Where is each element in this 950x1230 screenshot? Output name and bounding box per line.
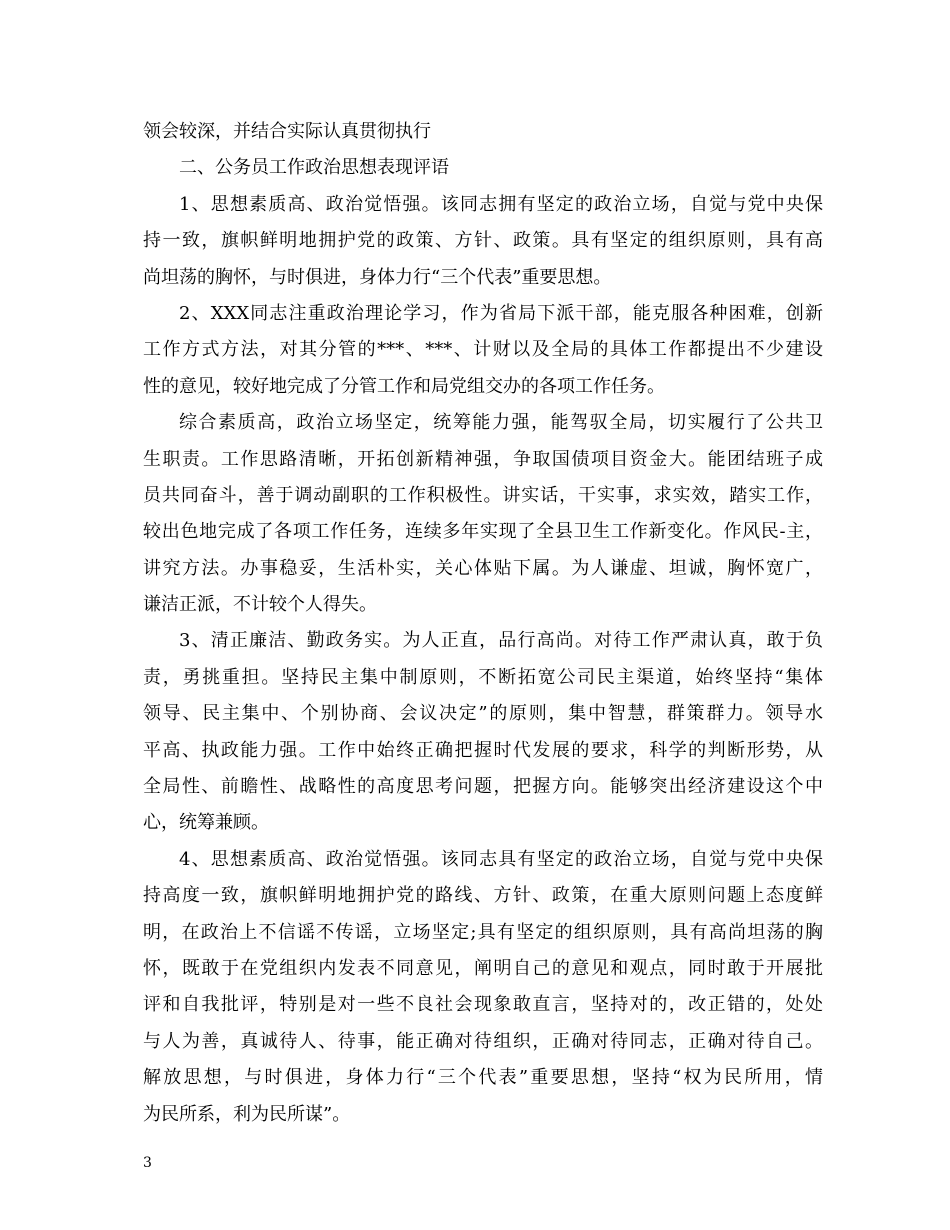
text-line: 领会较深，并结合实际认真贯彻执行 (143, 121, 431, 142)
text-line: 与人为善，真诚待人、待事，能正确对待组织，正确对待同志，正确对待自己。 (143, 1030, 823, 1052)
text-line: 工作方式方法，对其分管的***、***、计财以及全局的具体工作都提出不少建设 (143, 339, 823, 361)
text-line: 1、思想素质高、政治觉悟强。该同志拥有坚定的政治立场，自觉与党中央保 (179, 193, 823, 215)
text-line: 4、思想素质高、政治觉悟强。该同志具有坚定的政治立场，自觉与党中央保 (179, 848, 823, 870)
text-line: 为民所系，利为民所谋”。 (143, 1103, 351, 1125)
text-line: 解放思想，与时俱进，身体力行“三个代表”重要思想，坚持“权为民所用，情 (143, 1067, 823, 1089)
text-line: 责，勇挑重担。坚持民主集中制原则，不断拓宽公司民主渠道，始终坚持“集体 (143, 666, 823, 688)
text-line: 持一致，旗帜鲜明地拥护党的政策、方针、政策。具有坚定的组织原则，具有高 (143, 230, 823, 252)
text-line: 领导、民主集中、个别协商、会议决定”的原则，集中智慧，群策群力。领导水 (143, 703, 823, 725)
text-line: 全局性、前瞻性、战略性的高度思考问题，把握方向。能够突出经济建设这个中 (143, 776, 823, 798)
text-line: 综合素质高，政治立场坚定，统筹能力强，能驾驭全局，切实履行了公共卫 (179, 412, 823, 434)
text-line: 性的意见，较好地完成了分管工作和局党组交办的各项工作任务。 (143, 375, 665, 397)
text-line: 持高度一致，旗帜鲜明地拥护党的路线、方针、政策，在重大原则问题上态度鲜 (143, 885, 823, 907)
text-line: 较出色地完成了各项工作任务，连续多年实现了全县卫生工作新变化。作风民-主， (143, 521, 824, 543)
text-line: 尚坦荡的胸怀，与时俱进，身体力行“三个代表”重要思想。 (143, 266, 612, 288)
text-line: 生职责。工作思路清晰，开拓创新精神强，争取国债项目资金大。能团结班子成 (143, 448, 823, 470)
text-line: 二、公务员工作政治思想表现评语 (179, 157, 449, 179)
text-line: 3、清正廉洁、勤政务实。为人正直，品行高尚。对待工作严肃认真，敢于负 (179, 630, 823, 652)
text-line: 平高、执政能力强。工作中始终正确把握时代发展的要求，科学的判断形势，从 (143, 739, 823, 761)
page-number: 3 (143, 1155, 152, 1171)
text-line: 怀，既敢于在党组织内发表不同意见，阐明自己的意见和观点，同时敢于开展批 (143, 957, 823, 979)
text-line: 评和自我批评，特别是对一些不良社会现象敢直言，坚持对的，改正错的，处处 (143, 994, 823, 1016)
text-line: 讲究方法。办事稳妥，生活朴实，关心体贴下属。为人谦虚、坦诚，胸怀宽广， (143, 557, 823, 579)
text-line: 心，统筹兼顾。 (143, 812, 269, 834)
text-line: 2、XXX同志注重政治理论学习，作为省局下派干部，能克服各种困难，创新 (179, 302, 823, 324)
text-line: 谦洁正派，不计较个人得失。 (143, 594, 377, 616)
text-line: 明，在政治上不信谣不传谣，立场坚定;具有坚定的组织原则，具有高尚坦荡的胸 (143, 921, 823, 943)
document-body (143, 114, 823, 1133)
text-line: 员共同奋斗，善于调动副职的工作积极性。讲实话，干实事，求实效，踏实工作， (143, 484, 823, 506)
